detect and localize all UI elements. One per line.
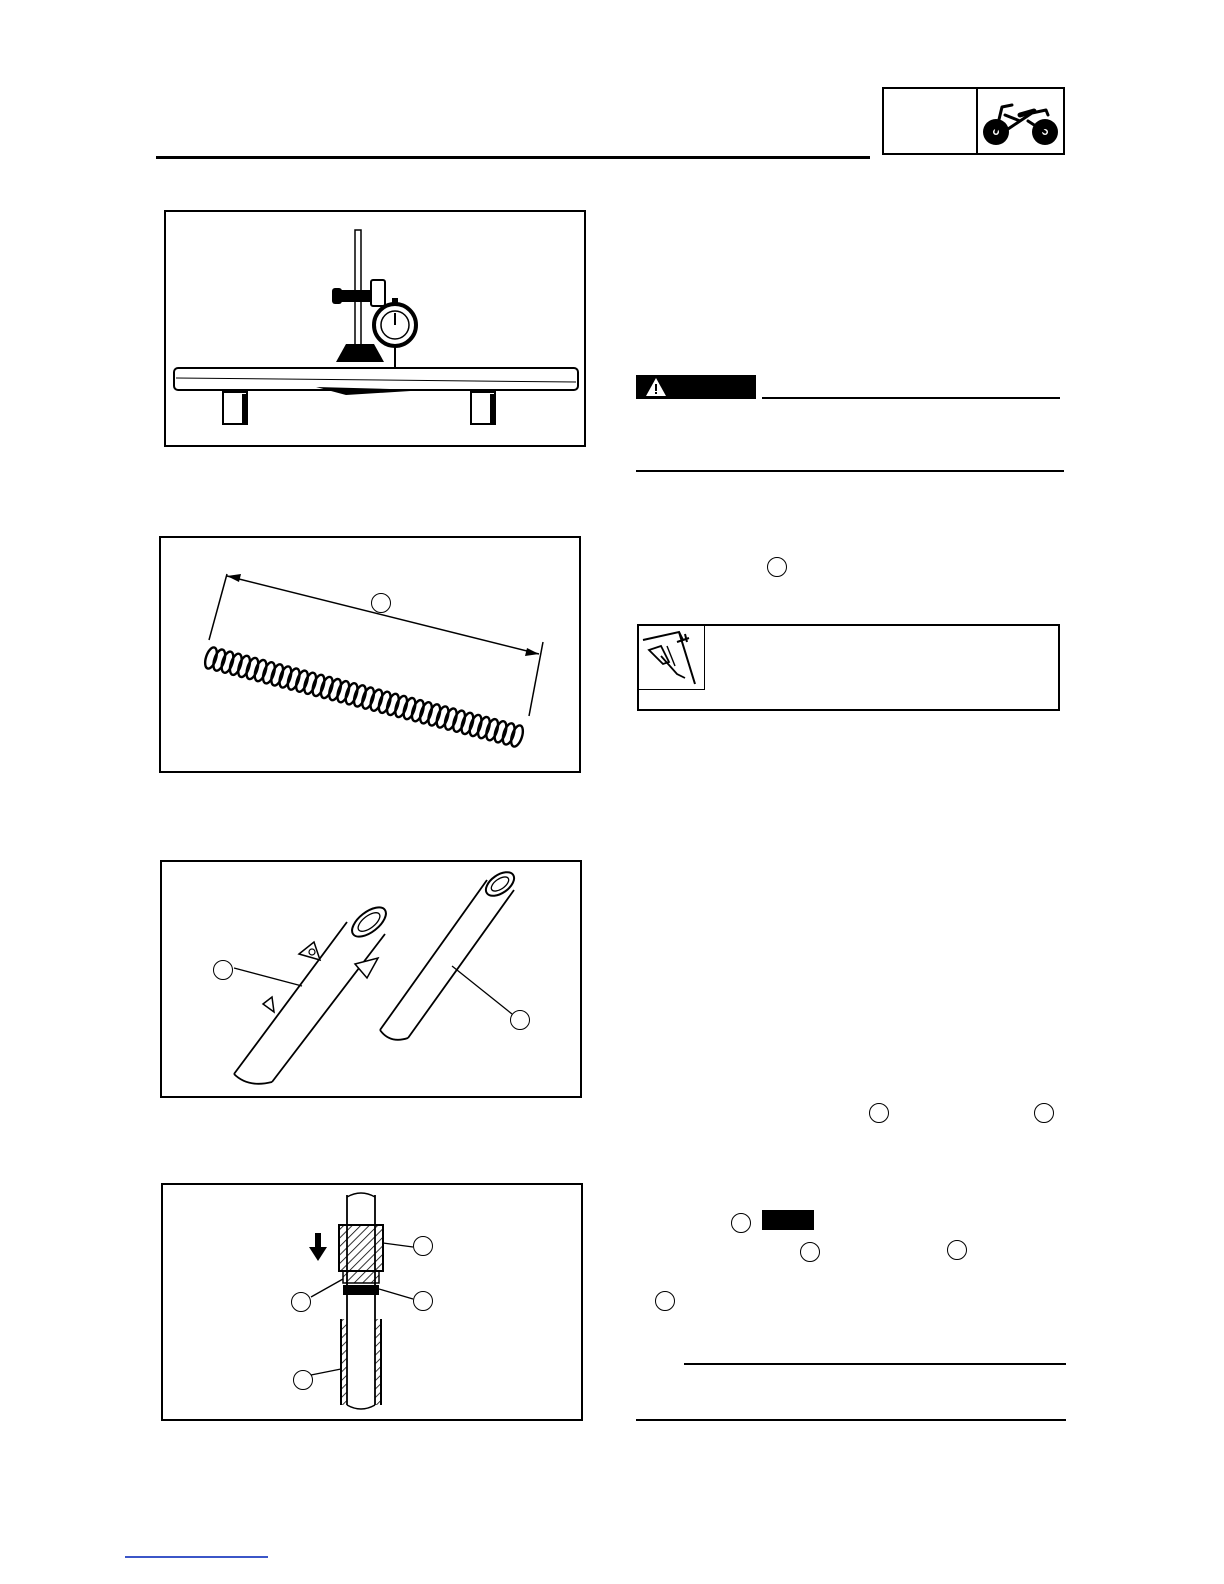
spring-coil bbox=[236, 654, 252, 678]
spring-coil bbox=[501, 722, 517, 746]
spring-coil bbox=[244, 656, 260, 680]
spring-coil bbox=[418, 701, 434, 725]
spring-coil bbox=[261, 661, 277, 685]
spring-coil bbox=[294, 669, 310, 693]
spring-coil bbox=[211, 648, 227, 672]
callout-washer bbox=[291, 1292, 311, 1312]
warning-bottom-rule bbox=[636, 470, 1064, 472]
spring-coil bbox=[252, 659, 268, 683]
text-callout-outer-tube-2 bbox=[655, 1291, 675, 1311]
down-arrow-icon bbox=[315, 1233, 321, 1249]
tube-inspection-figure bbox=[160, 860, 582, 1098]
spring-coil bbox=[401, 697, 417, 721]
callout-outer-tube-2 bbox=[293, 1370, 313, 1390]
spring-free-length-figure bbox=[159, 536, 581, 773]
note-bottom-rule bbox=[636, 1419, 1066, 1421]
spring-coil bbox=[393, 694, 409, 718]
text-callout-washer bbox=[947, 1240, 967, 1260]
callout-inner-tube bbox=[510, 1010, 530, 1030]
spring-coil bbox=[385, 692, 401, 716]
spring-coil bbox=[492, 720, 508, 744]
spring-coil bbox=[335, 680, 351, 704]
spring-coil bbox=[302, 671, 318, 695]
warning-badge bbox=[636, 375, 756, 399]
seal-driver-illustration bbox=[163, 1185, 581, 1419]
callout-oil-seal bbox=[413, 1291, 433, 1311]
spec-box bbox=[637, 624, 1060, 711]
spring-coil bbox=[410, 699, 426, 723]
spring-coil bbox=[286, 667, 302, 691]
text-callout-inner-tube bbox=[1034, 1103, 1054, 1123]
text-callout-seal-driver bbox=[800, 1242, 820, 1262]
callout-seal-driver bbox=[413, 1236, 433, 1256]
callout-spring-length bbox=[371, 593, 391, 613]
warning-top-rule bbox=[762, 397, 1060, 399]
spring-coil bbox=[219, 650, 235, 674]
atv-icon bbox=[978, 91, 1064, 153]
tube-runout-figure bbox=[164, 210, 586, 447]
header-rule bbox=[156, 156, 870, 159]
text-callout-oil-seal bbox=[731, 1213, 751, 1233]
spring-coil bbox=[368, 688, 384, 712]
spring-coil bbox=[343, 682, 359, 706]
spring-coil bbox=[269, 663, 285, 687]
text-callout-spring bbox=[767, 557, 787, 577]
black-tag bbox=[762, 1210, 814, 1230]
note-top-rule bbox=[684, 1363, 1066, 1365]
text-callout-outer-tube bbox=[869, 1103, 889, 1123]
spring-coil bbox=[467, 713, 483, 737]
warning-triangle-icon bbox=[645, 377, 667, 397]
section-header-box bbox=[882, 87, 1065, 155]
spring-coil bbox=[327, 678, 343, 702]
spring-coil bbox=[476, 716, 492, 740]
spring-coil bbox=[451, 709, 467, 733]
spring-coil bbox=[509, 724, 525, 748]
spring-coil bbox=[459, 711, 475, 735]
spring-coil bbox=[434, 705, 450, 729]
spring-coil bbox=[484, 718, 500, 742]
footer-link[interactable] bbox=[125, 1556, 268, 1558]
spring-coil bbox=[443, 707, 459, 731]
spring-coil bbox=[203, 646, 219, 670]
spring-coil bbox=[310, 673, 326, 697]
spring-coil bbox=[377, 690, 393, 714]
spring-coil bbox=[426, 703, 442, 727]
spec-icon-cell bbox=[639, 626, 705, 690]
caliper-icon bbox=[639, 626, 703, 688]
spring-coil bbox=[277, 665, 293, 689]
spring-coil bbox=[360, 686, 376, 710]
spring-coil bbox=[352, 684, 368, 708]
callout-outer-tube bbox=[213, 960, 233, 980]
spring-coil bbox=[319, 675, 335, 699]
fork-spring-illustration bbox=[161, 538, 579, 771]
dial-gauge-illustration bbox=[166, 212, 584, 445]
spring-coil bbox=[228, 652, 244, 676]
oil-seal-install-figure bbox=[161, 1183, 583, 1421]
